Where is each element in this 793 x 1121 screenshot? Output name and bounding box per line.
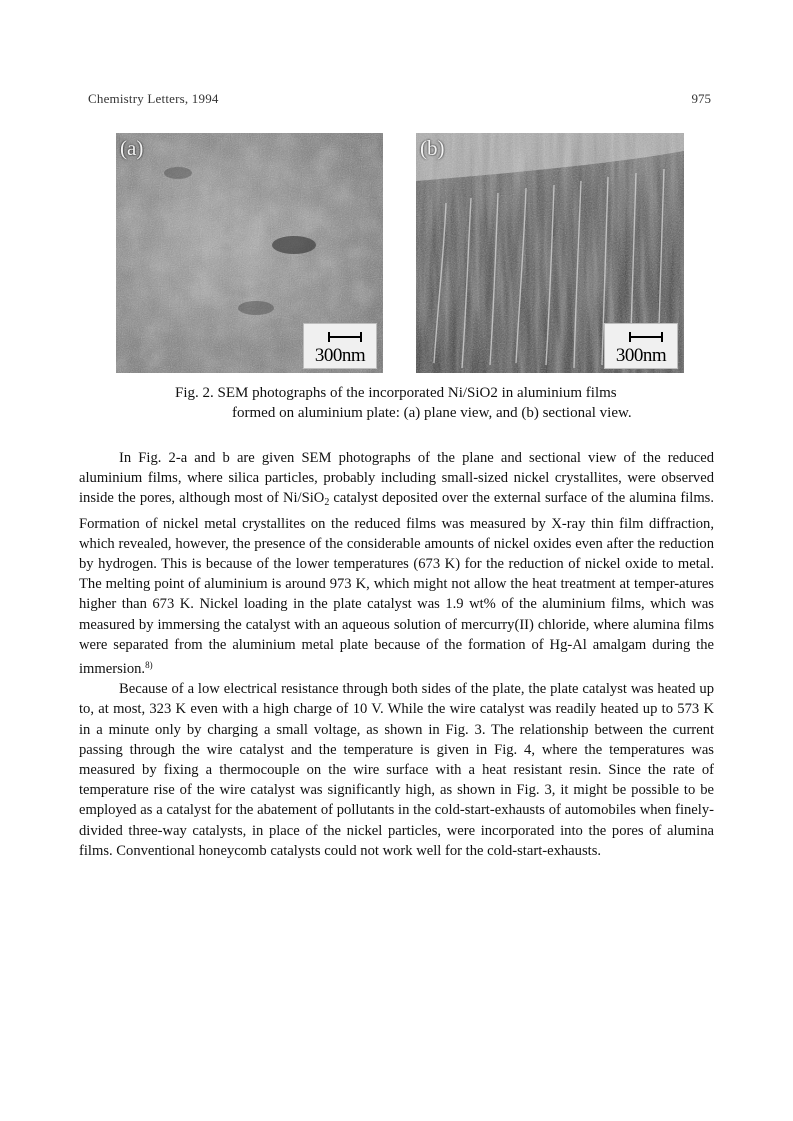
body-text: [79, 448, 714, 861]
caption-line-2: formed on aluminium plate: (a) plane view, and (b) sectional view.: [232, 405, 632, 421]
sem-photo-plane-view: [116, 133, 383, 373]
paragraph-1-text-b: catalyst deposited over the external surface of the alumina films. Formation of nickel metal crystallites on the reduced films was measured by X-ray thin film diffraction, which revealed, however, the presence of the considerable amounts of nickel oxides even after the reduction by hydrogen. This is because of the lower temperatures (673 K) for the reduction of nickel oxide to metal. The melting point of aluminium is around 973 K, which might not allow the heat treatment at temper-atures higher than 673 K. Nickel loading in the plate catalyst was 1.9 wt% of the aluminium films, which was measured by immersing the catalyst with an aqueous solution of mercurry(II) chloride, where alumina films were separated from the aluminium metal plate because of the formation of Hg-Al amalgam during the immersion.: [79, 490, 714, 678]
journal-title: Chemistry Letters, 1994: [88, 91, 219, 106]
paragraph-1: [79, 448, 714, 679]
scale-label-a: 300nm: [314, 345, 366, 366]
scale-bar-line: [328, 332, 362, 342]
page-number: 975: [691, 91, 711, 106]
scale-bar-line: [629, 332, 663, 342]
panel-label-a: (a): [120, 136, 144, 160]
figure-caption: [175, 383, 715, 423]
panel-label-b: (b): [420, 136, 445, 160]
scale-bar-b: [604, 323, 678, 369]
sem-photo-sectional-view: [416, 133, 684, 373]
subscript-2: 2: [324, 497, 330, 509]
scale-label-b: 300nm: [615, 345, 667, 366]
caption-line-1: Fig. 2. SEM photographs of the incorporated Ni/SiO2 in aluminium films: [175, 385, 617, 401]
paragraph-2: Because of a low electrical resistance through both sides of the plate, the plate catalyst was heated up to, at most, 323 K even with a high charge of 10 V. While the wire catalyst was readily heated up to 573 K in a minute only by charging a small voltage, as shown in Fig. 3. The relationship between the current passing through the wire catalyst and the temperature is given in Fig. 4, where the temperatures was measured by fixing a thermocouple on the wire surface with a heat resistant resin. Since the rate of temperature rise of the wire catalyst was significantly high, as shown in Fig. 3, it might be possible to be employed as a catalyst for the abatement of pollutants in the cold-start-exhausts of automobiles when finely-divided three-way catalysts, in place of the nickel particles, were incorporated into the pores of alumina films. Conventional honeycomb catalysts could not work well for the cold-start-exhausts.: [79, 681, 714, 859]
scale-bar-a: [303, 323, 377, 369]
paragraph-1-text-a: In Fig. 2-a and b are given SEM photographs of the plane and sectional view of the reduced aluminium films, where silica particles, probably including small-sized nickel crystallites, were observed inside the pores, although most of Ni/SiO: [79, 450, 714, 507]
reference-superscript: 8): [145, 660, 153, 671]
